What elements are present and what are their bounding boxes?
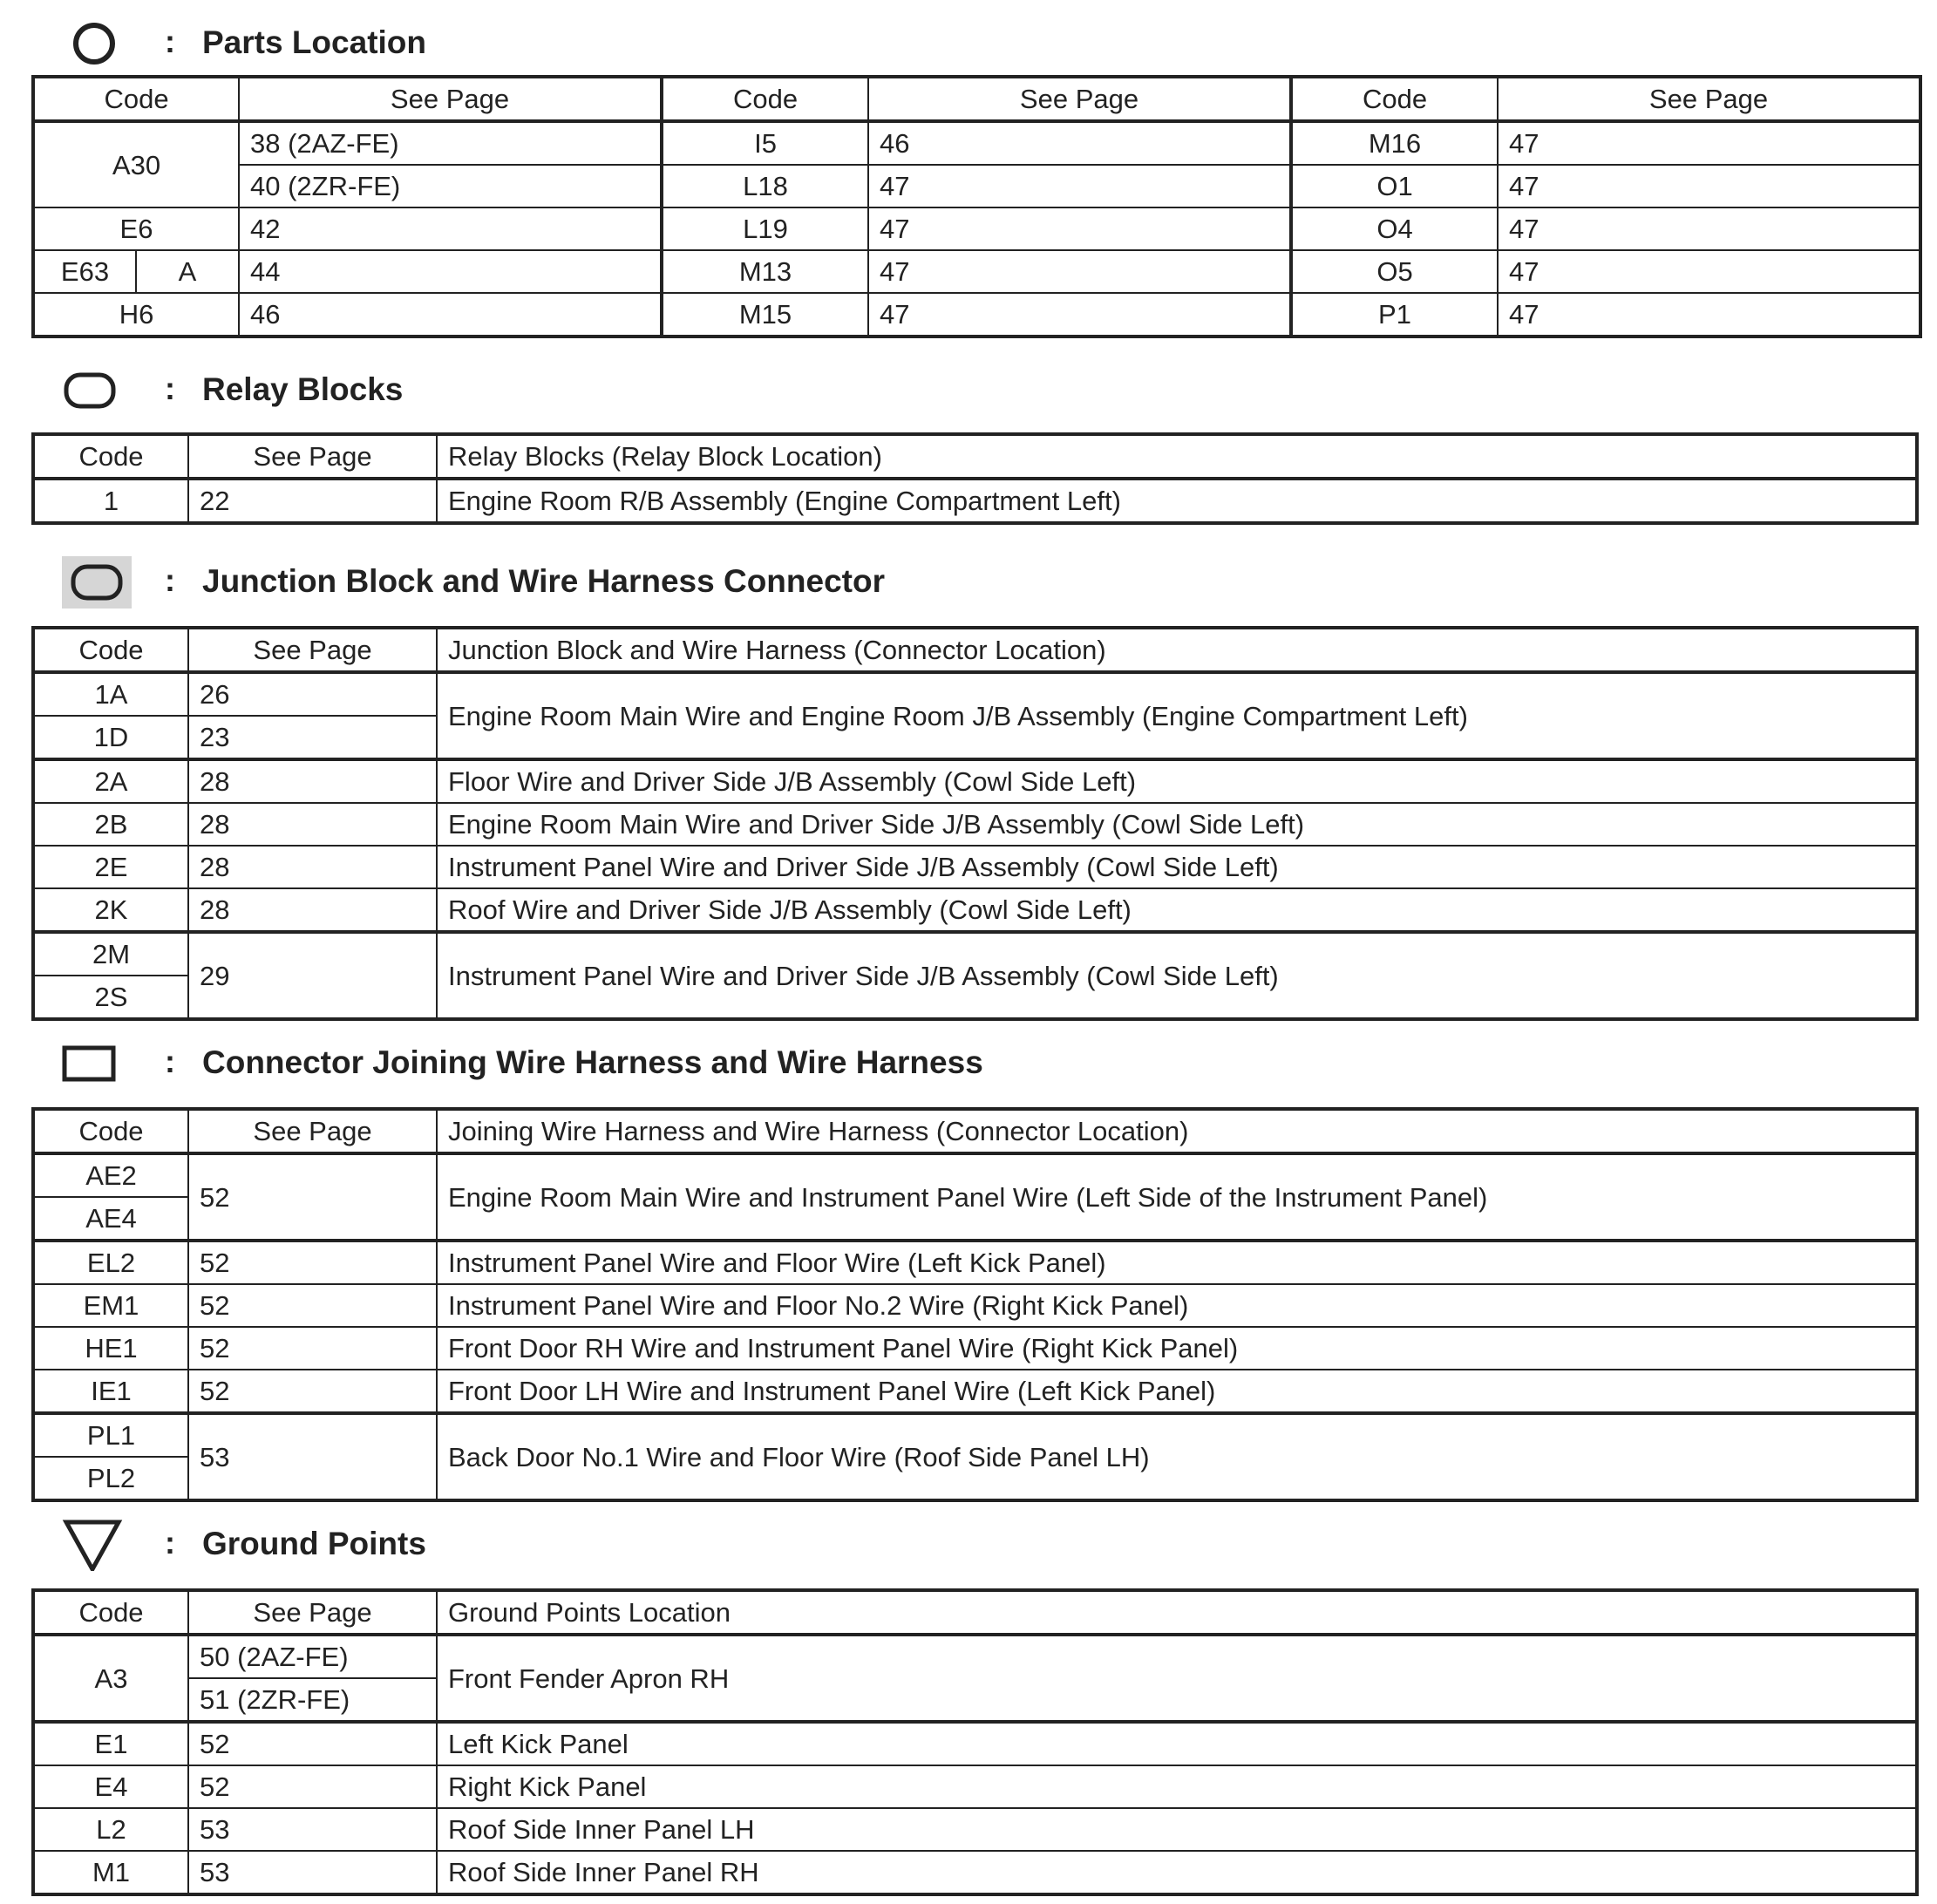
table-row xyxy=(33,165,1920,207)
table-row xyxy=(33,1722,1917,1765)
code-cell: PL1 xyxy=(33,1413,188,1457)
table-header-row xyxy=(33,77,1920,121)
relay-blocks-title: Relay Blocks xyxy=(202,371,404,407)
connector-table xyxy=(31,1107,1919,1502)
code-cell: L19 xyxy=(662,207,868,250)
page-cell: 53 xyxy=(188,1808,437,1851)
code-cell: 2E xyxy=(33,846,188,888)
table-row xyxy=(33,293,1920,337)
table-row xyxy=(33,1851,1917,1894)
page-cell: 28 xyxy=(188,888,437,932)
heading-colon: : xyxy=(165,562,175,598)
page-cell: 47 xyxy=(868,207,1291,250)
location-cell: Engine Room Main Wire and Engine Room J/B Assembly (Engine Compartment Left) xyxy=(437,672,1917,759)
code-cell: 1D xyxy=(33,716,188,759)
code-cell: E1 xyxy=(33,1722,188,1765)
table-row xyxy=(33,121,1920,165)
circle-icon xyxy=(61,17,141,70)
parts-location-table xyxy=(31,75,1922,338)
table-header-row xyxy=(33,1109,1917,1153)
header-code: Code xyxy=(33,628,188,672)
code-cell: IE1 xyxy=(33,1370,188,1413)
location-cell: Roof Side Inner Panel RH xyxy=(437,1851,1917,1894)
table-header-row xyxy=(33,1590,1917,1635)
code-cell: M15 xyxy=(662,293,868,337)
page-cell: 52 xyxy=(188,1765,437,1808)
table-row xyxy=(33,1370,1917,1413)
code-cell: P1 xyxy=(1291,293,1498,337)
location-cell: Floor Wire and Driver Side J/B Assembly (Cowl Side Left) xyxy=(437,759,1917,803)
code-cell: E63 xyxy=(33,250,136,293)
connector-title: Connector Joining Wire Harness and Wire Harness xyxy=(202,1044,983,1080)
code-cell: HE1 xyxy=(33,1327,188,1370)
parts-location-heading xyxy=(61,17,1717,70)
page-cell: 52 xyxy=(188,1370,437,1413)
location-cell: Roof Wire and Driver Side J/B Assembly (Cowl Side Left) xyxy=(437,888,1917,932)
code-cell: M1 xyxy=(33,1851,188,1894)
code-cell: PL2 xyxy=(33,1457,188,1500)
code-cell: 2M xyxy=(33,932,188,976)
page-cell: 47 xyxy=(868,165,1291,207)
code-cell: 2S xyxy=(33,976,188,1019)
page-cell: 40 (2ZR-FE) xyxy=(239,165,662,207)
code-cell: 1A xyxy=(33,672,188,716)
location-cell: Front Fender Apron RH xyxy=(437,1635,1917,1722)
page-cell: 50 (2AZ-FE) xyxy=(188,1635,437,1678)
table-row xyxy=(33,846,1917,888)
page-cell: 38 (2AZ-FE) xyxy=(239,121,662,165)
location-cell: Left Kick Panel xyxy=(437,1722,1917,1765)
code-cell: EM1 xyxy=(33,1284,188,1327)
code-cell: M13 xyxy=(662,250,868,293)
code-cell: A30 xyxy=(33,121,239,207)
header-code: Code xyxy=(33,77,239,121)
page-cell: 52 xyxy=(188,1153,437,1241)
page-cell: 29 xyxy=(188,932,437,1019)
page-cell: 47 xyxy=(1498,165,1920,207)
table-row xyxy=(33,759,1917,803)
location-cell: Instrument Panel Wire and Floor No.2 Wire (Right Kick Panel) xyxy=(437,1284,1917,1327)
location-cell: Back Door No.1 Wire and Floor Wire (Roof Side Panel LH) xyxy=(437,1413,1917,1500)
rectangle-icon xyxy=(61,1037,141,1090)
table-row xyxy=(33,1808,1917,1851)
code-cell: AE2 xyxy=(33,1153,188,1197)
header-location: Junction Block and Wire Harness (Connector Location) xyxy=(437,628,1917,672)
location-cell: Front Door LH Wire and Instrument Panel Wire (Left Kick Panel) xyxy=(437,1370,1917,1413)
code-cell: 2A xyxy=(33,759,188,803)
header-code: Code xyxy=(33,434,188,479)
code-cell: O5 xyxy=(1291,250,1498,293)
table-row xyxy=(33,1327,1917,1370)
header-code: Code xyxy=(33,1109,188,1153)
heading-colon: : xyxy=(165,24,175,59)
code-cell: H6 xyxy=(33,293,239,337)
code-cell: E6 xyxy=(33,207,239,250)
shaded-rounded-rectangle-icon xyxy=(61,556,141,609)
heading-colon: : xyxy=(165,1044,175,1079)
location-cell: Right Kick Panel xyxy=(437,1765,1917,1808)
location-cell: Instrument Panel Wire and Floor Wire (Left Kick Panel) xyxy=(437,1241,1917,1284)
header-see-page: See Page xyxy=(868,77,1291,121)
code-cell: L2 xyxy=(33,1808,188,1851)
page-cell: 28 xyxy=(188,759,437,803)
page-cell: 47 xyxy=(1498,293,1920,337)
header-location: Relay Blocks (Relay Block Location) xyxy=(437,434,1917,479)
location-cell: Front Door RH Wire and Instrument Panel Wire (Right Kick Panel) xyxy=(437,1327,1917,1370)
location-cell: Instrument Panel Wire and Driver Side J/B Assembly (Cowl Side Left) xyxy=(437,846,1917,888)
page-cell: 28 xyxy=(188,803,437,846)
heading-colon: : xyxy=(165,1525,175,1561)
table-row xyxy=(33,1413,1917,1457)
sub-code-cell: A xyxy=(136,250,239,293)
code-cell: M16 xyxy=(1291,121,1498,165)
header-code: Code xyxy=(662,77,868,121)
header-code: Code xyxy=(33,1590,188,1635)
location-cell: Roof Side Inner Panel LH xyxy=(437,1808,1917,1851)
header-see-page: See Page xyxy=(188,628,437,672)
code-cell: O1 xyxy=(1291,165,1498,207)
header-see-page: See Page xyxy=(188,434,437,479)
code-cell: E4 xyxy=(33,1765,188,1808)
code-cell: O4 xyxy=(1291,207,1498,250)
page-cell: 44 xyxy=(239,250,662,293)
code-cell: 2B xyxy=(33,803,188,846)
table-row xyxy=(33,207,1920,250)
ground-points-title: Ground Points xyxy=(202,1526,426,1561)
heading-colon: : xyxy=(165,371,175,406)
connector-heading xyxy=(61,1037,1717,1090)
location-cell: Engine Room R/B Assembly (Engine Compartment Left) xyxy=(437,479,1917,523)
header-location: Ground Points Location xyxy=(437,1590,1917,1635)
table-row xyxy=(33,1635,1917,1678)
page-cell: 52 xyxy=(188,1722,437,1765)
junction-block-heading xyxy=(61,556,1717,609)
table-row xyxy=(33,1153,1917,1197)
page-cell: 52 xyxy=(188,1241,437,1284)
ground-points-heading xyxy=(61,1519,1717,1571)
table-row xyxy=(33,1284,1917,1327)
page-cell: 51 (2ZR-FE) xyxy=(188,1678,437,1722)
page-cell: 23 xyxy=(188,716,437,759)
code-cell: I5 xyxy=(662,121,868,165)
page-cell: 22 xyxy=(188,479,437,523)
relay-blocks-heading xyxy=(61,364,1717,417)
junction-block-table xyxy=(31,626,1919,1021)
page-cell: 46 xyxy=(239,293,662,337)
page-cell: 28 xyxy=(188,846,437,888)
header-see-page: See Page xyxy=(239,77,662,121)
page-cell: 53 xyxy=(188,1413,437,1500)
code-cell: 1 xyxy=(33,479,188,523)
table-header-row xyxy=(33,628,1917,672)
page-cell: 26 xyxy=(188,672,437,716)
table-row xyxy=(33,1241,1917,1284)
page-cell: 52 xyxy=(188,1327,437,1370)
code-cell: AE4 xyxy=(33,1197,188,1241)
code-cell: L18 xyxy=(662,165,868,207)
page-cell: 47 xyxy=(1498,250,1920,293)
page-cell: 53 xyxy=(188,1851,437,1894)
location-cell: Engine Room Main Wire and Driver Side J/B Assembly (Cowl Side Left) xyxy=(437,803,1917,846)
table-row xyxy=(33,250,1920,293)
code-cell: 2K xyxy=(33,888,188,932)
header-code: Code xyxy=(1291,77,1498,121)
page-cell: 46 xyxy=(868,121,1291,165)
page-cell: 47 xyxy=(1498,207,1920,250)
table-header-row xyxy=(33,434,1917,479)
relay-blocks-table xyxy=(31,432,1919,525)
rounded-rectangle-icon xyxy=(61,364,141,417)
triangle-down-icon xyxy=(61,1519,141,1571)
table-row xyxy=(33,888,1917,932)
page-cell: 47 xyxy=(868,250,1291,293)
header-see-page: See Page xyxy=(1498,77,1920,121)
table-row xyxy=(33,803,1917,846)
table-row xyxy=(33,932,1917,976)
location-cell: Instrument Panel Wire and Driver Side J/B Assembly (Cowl Side Left) xyxy=(437,932,1917,1019)
header-location: Joining Wire Harness and Wire Harness (Connector Location) xyxy=(437,1109,1917,1153)
junction-block-title: Junction Block and Wire Harness Connector xyxy=(202,563,885,599)
page-cell: 52 xyxy=(188,1284,437,1327)
parts-location-title: Parts Location xyxy=(202,24,426,60)
code-cell: A3 xyxy=(33,1635,188,1722)
table-row xyxy=(33,479,1917,523)
table-row xyxy=(33,672,1917,716)
header-see-page: See Page xyxy=(188,1590,437,1635)
page-cell: 47 xyxy=(868,293,1291,337)
code-cell: EL2 xyxy=(33,1241,188,1284)
header-see-page: See Page xyxy=(188,1109,437,1153)
ground-points-table xyxy=(31,1588,1919,1896)
page-cell: 47 xyxy=(1498,121,1920,165)
location-cell: Engine Room Main Wire and Instrument Panel Wire (Left Side of the Instrument Panel) xyxy=(437,1153,1917,1241)
page-cell: 42 xyxy=(239,207,662,250)
table-row xyxy=(33,1765,1917,1808)
